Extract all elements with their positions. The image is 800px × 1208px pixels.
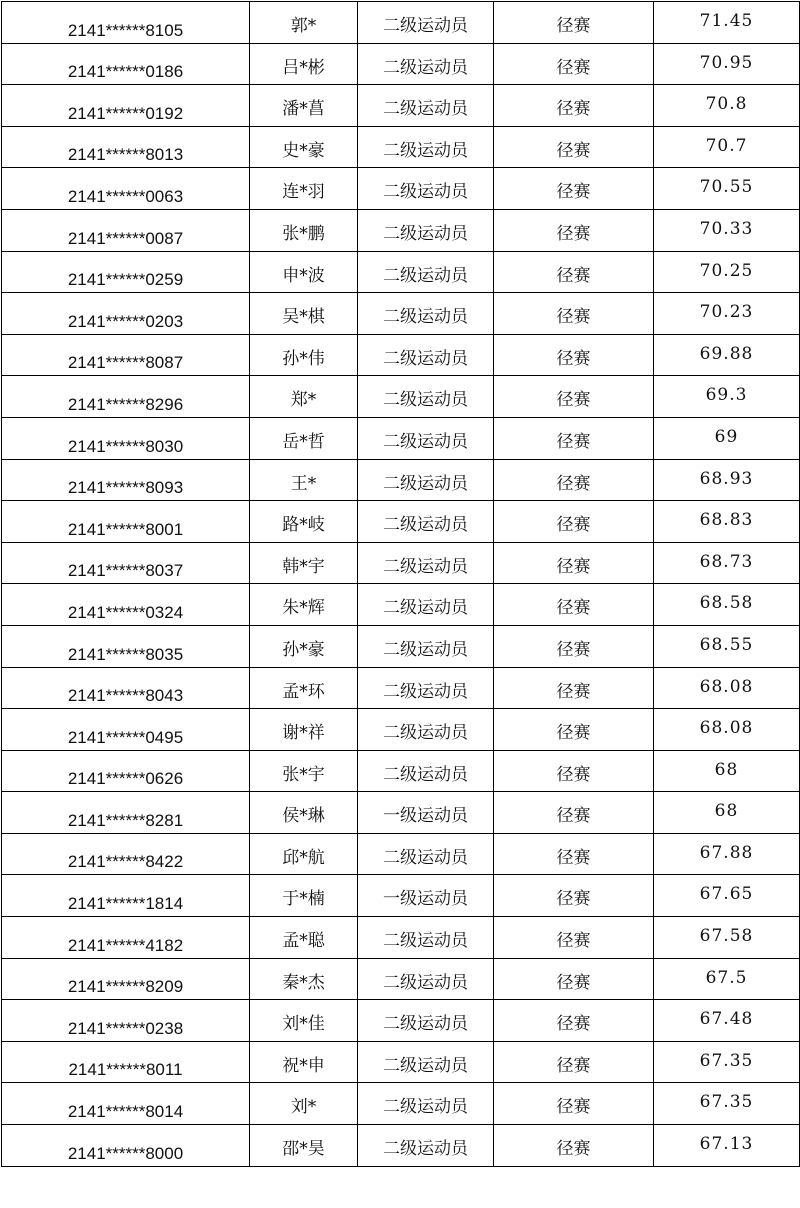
score-cell: 68.55 [654,625,800,667]
table-row [2,501,800,543]
score-cell: 68.83 [654,501,800,543]
athlete-level-cell: 二级运动员 [358,709,494,751]
table-row [2,251,800,293]
name-cell: 史*豪 [250,126,358,168]
score-cell: 68.73 [654,542,800,584]
table-row [2,1083,800,1125]
event-type-cell: 径赛 [494,709,654,751]
score-cell: 67.35 [654,1083,800,1125]
table-row [2,168,800,210]
name-cell: 连*羽 [250,168,358,210]
athlete-level-cell: 二级运动员 [358,584,494,626]
exam-id-cell: 2141******8014 [2,1083,250,1125]
event-type-cell: 径赛 [494,792,654,834]
exam-id-cell: 2141******0203 [2,293,250,335]
score-cell: 69 [654,417,800,459]
event-type-cell: 径赛 [494,958,654,1000]
name-cell: 张*宇 [250,750,358,792]
score-cell: 70.7 [654,126,800,168]
name-cell: 邵*昊 [250,1125,358,1167]
exam-id-cell: 2141******8105 [2,2,250,44]
athlete-level-cell: 二级运动员 [358,293,494,335]
name-cell: 潘*菖 [250,85,358,127]
event-type-cell: 径赛 [494,1041,654,1083]
exam-id-cell: 2141******0192 [2,85,250,127]
table-row [2,126,800,168]
event-type-cell: 径赛 [494,459,654,501]
event-type-cell: 径赛 [494,917,654,959]
score-cell: 70.8 [654,85,800,127]
athlete-level-cell: 二级运动员 [358,334,494,376]
event-type-cell: 径赛 [494,251,654,293]
name-cell: 谢*祥 [250,709,358,751]
event-type-cell: 径赛 [494,501,654,543]
event-type-cell: 径赛 [494,417,654,459]
event-type-cell: 径赛 [494,625,654,667]
event-type-cell: 径赛 [494,334,654,376]
exam-id-cell: 2141******0238 [2,1000,250,1042]
table-row [2,750,800,792]
score-cell: 68.58 [654,584,800,626]
score-cell: 68 [654,792,800,834]
exam-id-cell: 2141******0259 [2,251,250,293]
table-row [2,625,800,667]
athlete-level-cell: 二级运动员 [358,43,494,85]
athlete-level-cell: 二级运动员 [358,958,494,1000]
score-cell: 69.3 [654,376,800,418]
score-cell: 70.95 [654,43,800,85]
exam-id-cell: 2141******8093 [2,459,250,501]
name-cell: 侯*琳 [250,792,358,834]
athlete-level-cell: 二级运动员 [358,917,494,959]
name-cell: 朱*辉 [250,584,358,626]
table-row [2,584,800,626]
name-cell: 申*波 [250,251,358,293]
athlete-level-cell: 二级运动员 [358,209,494,251]
score-cell: 70.33 [654,209,800,251]
event-type-cell: 径赛 [494,750,654,792]
name-cell: 韩*宇 [250,542,358,584]
name-cell: 秦*杰 [250,958,358,1000]
table-row [2,2,800,44]
event-type-cell: 径赛 [494,1125,654,1167]
score-cell: 67.13 [654,1125,800,1167]
table-row [2,43,800,85]
athlete-level-cell: 二级运动员 [358,1125,494,1167]
table-row [2,542,800,584]
exam-id-cell: 2141******8087 [2,334,250,376]
athlete-level-cell: 一级运动员 [358,875,494,917]
table-row [2,833,800,875]
event-type-cell: 径赛 [494,875,654,917]
athlete-level-cell: 二级运动员 [358,376,494,418]
exam-id-cell: 2141******8035 [2,625,250,667]
athlete-level-cell: 二级运动员 [358,750,494,792]
table-row [2,85,800,127]
name-cell: 郑* [250,376,358,418]
name-cell: 邱*航 [250,833,358,875]
name-cell: 吴*棋 [250,293,358,335]
score-cell: 67.5 [654,958,800,1000]
score-cell: 67.35 [654,1041,800,1083]
score-cell: 67.48 [654,1000,800,1042]
event-type-cell: 径赛 [494,667,654,709]
name-cell: 祝*申 [250,1041,358,1083]
table-row [2,875,800,917]
score-cell: 68.93 [654,459,800,501]
score-cell: 69.88 [654,334,800,376]
event-type-cell: 径赛 [494,85,654,127]
table-row [2,1125,800,1167]
score-cell: 70.23 [654,293,800,335]
table-row [2,417,800,459]
score-cell: 70.55 [654,168,800,210]
score-cell: 70.25 [654,251,800,293]
exam-id-cell: 2141******8000 [2,1125,250,1167]
score-cell: 67.58 [654,917,800,959]
athlete-level-cell: 二级运动员 [358,251,494,293]
event-type-cell: 径赛 [494,1083,654,1125]
exam-id-cell: 2141******8043 [2,667,250,709]
event-type-cell: 径赛 [494,126,654,168]
event-type-cell: 径赛 [494,168,654,210]
score-cell: 68.08 [654,667,800,709]
exam-id-cell: 2141******0495 [2,709,250,751]
table-row [2,958,800,1000]
exam-id-cell: 2141******8011 [2,1041,250,1083]
name-cell: 于*楠 [250,875,358,917]
athlete-level-cell: 二级运动员 [358,667,494,709]
name-cell: 孙*伟 [250,334,358,376]
exam-id-cell: 2141******8037 [2,542,250,584]
exam-id-cell: 2141******4182 [2,917,250,959]
exam-id-cell: 2141******0063 [2,168,250,210]
table-body [2,2,800,1167]
event-type-cell: 径赛 [494,43,654,85]
athlete-level-cell: 二级运动员 [358,459,494,501]
athlete-level-cell: 二级运动员 [358,542,494,584]
athlete-level-cell: 二级运动员 [358,417,494,459]
athlete-level-cell: 二级运动员 [358,168,494,210]
name-cell: 孟*聪 [250,917,358,959]
name-cell: 王* [250,459,358,501]
score-cell: 71.45 [654,2,800,44]
exam-id-cell: 2141******8013 [2,126,250,168]
name-cell: 孙*豪 [250,625,358,667]
table-row [2,459,800,501]
athlete-level-cell: 二级运动员 [358,85,494,127]
athlete-level-cell: 二级运动员 [358,126,494,168]
score-cell: 67.88 [654,833,800,875]
athlete-level-cell: 二级运动员 [358,2,494,44]
name-cell: 路*岐 [250,501,358,543]
athlete-level-cell: 二级运动员 [358,833,494,875]
exam-id-cell: 2141******0324 [2,584,250,626]
table-row [2,917,800,959]
event-type-cell: 径赛 [494,376,654,418]
event-type-cell: 径赛 [494,542,654,584]
exam-id-cell: 2141******0087 [2,209,250,251]
exam-id-cell: 2141******8001 [2,501,250,543]
exam-id-cell: 2141******8281 [2,792,250,834]
exam-id-cell: 2141******1814 [2,875,250,917]
table-row [2,792,800,834]
table-row [2,1041,800,1083]
name-cell: 张*鹏 [250,209,358,251]
name-cell: 孟*环 [250,667,358,709]
table-row [2,667,800,709]
event-type-cell: 径赛 [494,209,654,251]
event-type-cell: 径赛 [494,584,654,626]
athlete-level-cell: 一级运动员 [358,792,494,834]
event-type-cell: 径赛 [494,2,654,44]
score-cell: 68 [654,750,800,792]
athlete-score-table [1,1,800,1167]
exam-id-cell: 2141******0186 [2,43,250,85]
name-cell: 岳*哲 [250,417,358,459]
athlete-level-cell: 二级运动员 [358,501,494,543]
name-cell: 郭* [250,2,358,44]
event-type-cell: 径赛 [494,1000,654,1042]
table-row [2,293,800,335]
exam-id-cell: 2141******8209 [2,958,250,1000]
athlete-level-cell: 二级运动员 [358,1041,494,1083]
exam-id-cell: 2141******8422 [2,833,250,875]
exam-id-cell: 2141******0626 [2,750,250,792]
event-type-cell: 径赛 [494,833,654,875]
athlete-level-cell: 二级运动员 [358,1000,494,1042]
table-row [2,709,800,751]
name-cell: 吕*彬 [250,43,358,85]
exam-id-cell: 2141******8030 [2,417,250,459]
table-row [2,1000,800,1042]
athlete-level-cell: 二级运动员 [358,1083,494,1125]
table-row [2,376,800,418]
exam-id-cell: 2141******8296 [2,376,250,418]
name-cell: 刘* [250,1083,358,1125]
athlete-level-cell: 二级运动员 [358,625,494,667]
table-row [2,209,800,251]
score-cell: 68.08 [654,709,800,751]
table-row [2,334,800,376]
score-cell: 67.65 [654,875,800,917]
event-type-cell: 径赛 [494,293,654,335]
name-cell: 刘*佳 [250,1000,358,1042]
